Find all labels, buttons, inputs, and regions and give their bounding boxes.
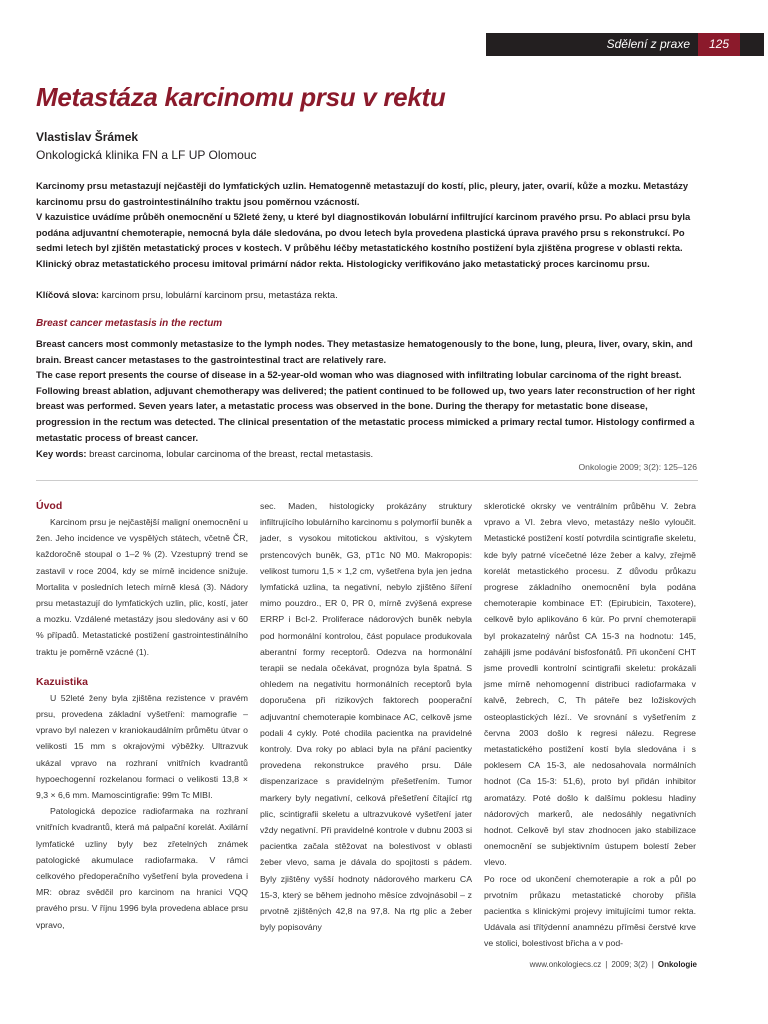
body-column-3 xyxy=(484,498,696,952)
author-affiliation: Onkologická klinika FN a LF UP Olomouc xyxy=(36,148,257,162)
section-label: Sdělení z praxe xyxy=(606,37,690,51)
body-column-2 xyxy=(260,498,472,935)
page-number: 125 xyxy=(698,33,740,56)
abstract-english xyxy=(36,336,700,445)
page-footer xyxy=(530,960,697,969)
footer-separator-2: | xyxy=(651,960,654,969)
footer-website: www.onkologiecs.cz xyxy=(529,960,602,969)
abstract-en-paragraph-1: Breast cancers most commonly metastasize to the lymph nodes. They metastasize hematogenously to the bone, lung, pleura, liver, ovary, skin, and brain. Breast cancer metastases to the gastrointestinal tract are relatively rare. xyxy=(36,338,693,365)
footer-separator-1: | xyxy=(605,960,608,969)
kazuistika-paragraph-1: U 52leté ženy byla zjištěna rezistence v pravém prsu, provedena základní vyšetření: mamografie – vpravo byl nalezen v kraniokaudálním průmětu útvar o velikosti 15 mm s okrajovými výběžky. Ultrazvuk ukázal vpravo na rozhraní vnitřních kvadrantů hypoechogenní rozkelanou formaci o velikosti 13,8 × 9,3 × 6,6 mm. Mamoscintigrafie: 99m Tc MIBI. xyxy=(36,692,248,801)
keywords-cz-text: karcinom prsu, lobulární karcinom prsu, metastáza rekta. xyxy=(99,289,338,300)
keywords-en-label: Key words: xyxy=(36,448,87,459)
column-2-paragraph: sec. Maden, histologicky prokázány struktury infiltrujícího lobulárního karcinomu s polymorfií buněk a jader, s vysokou mitotickou aktivitou, s výskytem prstencových buněk, G3, pT1c N0 M0. Makropopis: velikost tumoru 1,5 × 1,2 cm, vyšetřena byla jen jedna lymfatická uzlina, ta negativní, nebylo zjištěno šíření mimo pouzdro., ER 0, PR 0, mírně zvýšená exprese ERRP i Bcl-2. Proliferace nádorových buněk nebyla pod hormonální kontrolou, část populace produkovala aberantní formy receptorů. Odezva na hormonální terapii se nedala očekávat, prognóza byla špatná. S ohledem na negativitu hormonálních receptorů byla doporučena při rizikových faktorech pooperační adjuvantní chemoterapie kombinace AC, celkově jsme podali 4 cykly. Poté chodila pacientka na pravidelné kontroly. Dva roky po ablaci byla na přání pacientky provedena rekonstrukce pravého prsu. Dále dispenzarizace s pravidelným přešetřením. Tumor markery byly negativní, celková přešetření čítající rtg plic, scintigrafii skeletu a ultrazvukové vyšetření jater vždy negativní. Při pravidelné kontrole v dubnu 2003 si pacientka začala stěžovat na bolestivost v oblasti žeber vlevo, sama je dávala do spojitosti s pádem. Byly zjištěny vyšší hodnoty nádorového markeru CA 15-3, který se během jednoho měsíce zdvojnásobil – z prvotně zjištěných 42,8 na 97,8. Na rtg plic a žeber byly popisovány xyxy=(260,501,472,933)
section-heading-kazuistika: Kazuistika xyxy=(36,675,88,688)
keywords-czech xyxy=(36,287,700,303)
uvod-paragraph: Karcinom prsu je nejčastější maligní onemocnění u žen. Jeho incidence ve vyspělých státech, včetně ČR, každoročně stoupal o 1–2 % (2). Vzestupný trend se zastavil v roce 2004, kdy se mírně incidence snižuje. Mortalita v posledních letech mírně klesá (3). Nádory prsu metastazují do lymfatických uzlin, plic, kostí, jater a mozku. Vzdálené metastázy jsou sledovány asi v 60 % případů. Metastatické postižení gastrointestinálního traktu je poměrně vzácné (1). xyxy=(36,517,248,657)
footer-journal: Onkologie xyxy=(657,960,697,969)
keywords-english xyxy=(36,446,700,462)
footer-issue: 2009; 3(2) xyxy=(611,960,648,969)
divider-line xyxy=(36,480,698,481)
keywords-cz-label: Klíčová slova: xyxy=(36,289,100,300)
english-abstract-heading: Breast cancer metastasis in the rectum xyxy=(36,318,223,329)
abstract-cz-paragraph-2: V kazuistice uvádíme průběh onemocnění u 52leté ženy, u které byl diagnostikován lobulární infiltrující karcinom pravého prsu. Po ablaci prsu byla podána adjuvantní chemoterapie, nemocná byla dále sledována, po dvou letech byla provedena plastická úprava pravého prsu s rekonstrukcí. Po sedmi letech byl zjištěn metastatický proces v kostech. V průběhu léčby metastatického kostního postižení byla zjištěna progrese v oblasti rekta. Klinický obraz metastatického procesu imitoval primární nádor rekta. Histologicky verifikováno jako metastatický proces karcinomu prsu. xyxy=(36,211,691,269)
abstract-cz-paragraph-1: Karcinomy prsu metastazují nejčastěji do lymfatických uzlin. Hematogenně metastazují do kostí, plic, pleury, jater, ovarií, kůže a mozku. Metastázy karcinomu prsu do gastrointestinálního traktu jsou poměrnou vzácností. xyxy=(36,180,689,207)
column-3-paragraph-1: sklerotické okrsky ve ventrálním průběhu V. žebra vpravo a VI. žebra vlevo, metastázy nešlo vyloučit. Metastické postižení kostí potvrdila scintigrafie skeletu, kde byly patrné vícečetné léze žeber a kalvy, zřejmě korelát metastického procesu. Z důvodu průkazu progrese základního onemocnění byla podána chemoterapie kombinace ET: (Epirubicin, Taxotere), celkově bylo aplikováno 6 kúr. Po první chemoterapii byl prokazatelný nárůst CA 15-3 na hodnotu: 145, zahájili jsme podávání bisfosfonátů. Při ukončení CHT jsme provedli kontrolní scintigrafii skeletu: prokázali jsme mírně nehomogenní distribuci radiofarmaka v kalvě, žebrech, C, Th páteře bez ložiskových osteoplastických lézí.. Ve srovnání s vyšetřením z června 2003 došlo k regresi nálezu. Regrese metastatického postižení kostí byla sledována i s poklesem CA 15-3, ale nedosahovala normálních hodnot (Ca 15-3: 51,6), proto byl přidán inhibitor aromatázy. Poté došlo k dalšímu poklesu hladiny nádorových markerů, ale nedosáhly negativních hodnot. Celkově byl stav zhodnocen jako stabilizace onemocnění se subjektivním ústupem bolestí žeber vlevo. xyxy=(484,501,696,868)
abstract-en-paragraph-2: The case report presents the course of disease in a 52-year-old woman who was diagnosed with infiltrating lobular carcinoma of the right breast. Following breast ablation, adjuvant chemotherapy was delivered; the patient continued to be followed up, two years later reconstruction of her right breast was performed. Seven years later, a metastatic process was observed in the bone. During the therapy for metastatic bone disease, progression in the rectum was detected. The clinical presentation of the metastatic process mimicked a primary rectal tumor. Histology confirmed a metastatic process of breast cancer. xyxy=(36,369,695,443)
citation: Onkologie 2009; 3(2): 125–126 xyxy=(578,462,697,472)
author-name: Vlastislav Šrámek xyxy=(36,130,139,144)
column-3-paragraph-2: Po roce od ukončení chemoterapie a rok a půl po prvotním průkazu metastatické choroby přišla pacientka s klinickými projevy imitujícími tumor rekta. Udávala asi třítýdenní anamnézu příměsi čerstvé krve ve stolici, bolestivost břicha a v pod- xyxy=(484,873,696,949)
article-title: Metastáza karcinomu prsu v rektu xyxy=(36,82,446,112)
kazuistika-paragraph-2: Patologická depozice radiofarmaka na rozhraní vnitřních kvadrantů, která má palpační korelát. Axilární lymfatické uzliny byly bez zřetelných známek patologické akumulace radiofarmaka. V rámci celkového předoperačního vyšetření byla provedena i MR: obraz svědčil pro karcinom na hranici VQQ pravého prsu. V říjnu 1996 byla provedena ablace prsu vpravo, xyxy=(36,806,248,930)
body-column-1 xyxy=(36,498,248,933)
keywords-en-text: breast carcinoma, lobular carcinoma of the breast, rectal metastasis. xyxy=(86,448,374,459)
section-header-bar xyxy=(486,33,764,56)
section-heading-uvod: Úvod xyxy=(36,500,63,512)
abstract-czech xyxy=(36,178,700,272)
